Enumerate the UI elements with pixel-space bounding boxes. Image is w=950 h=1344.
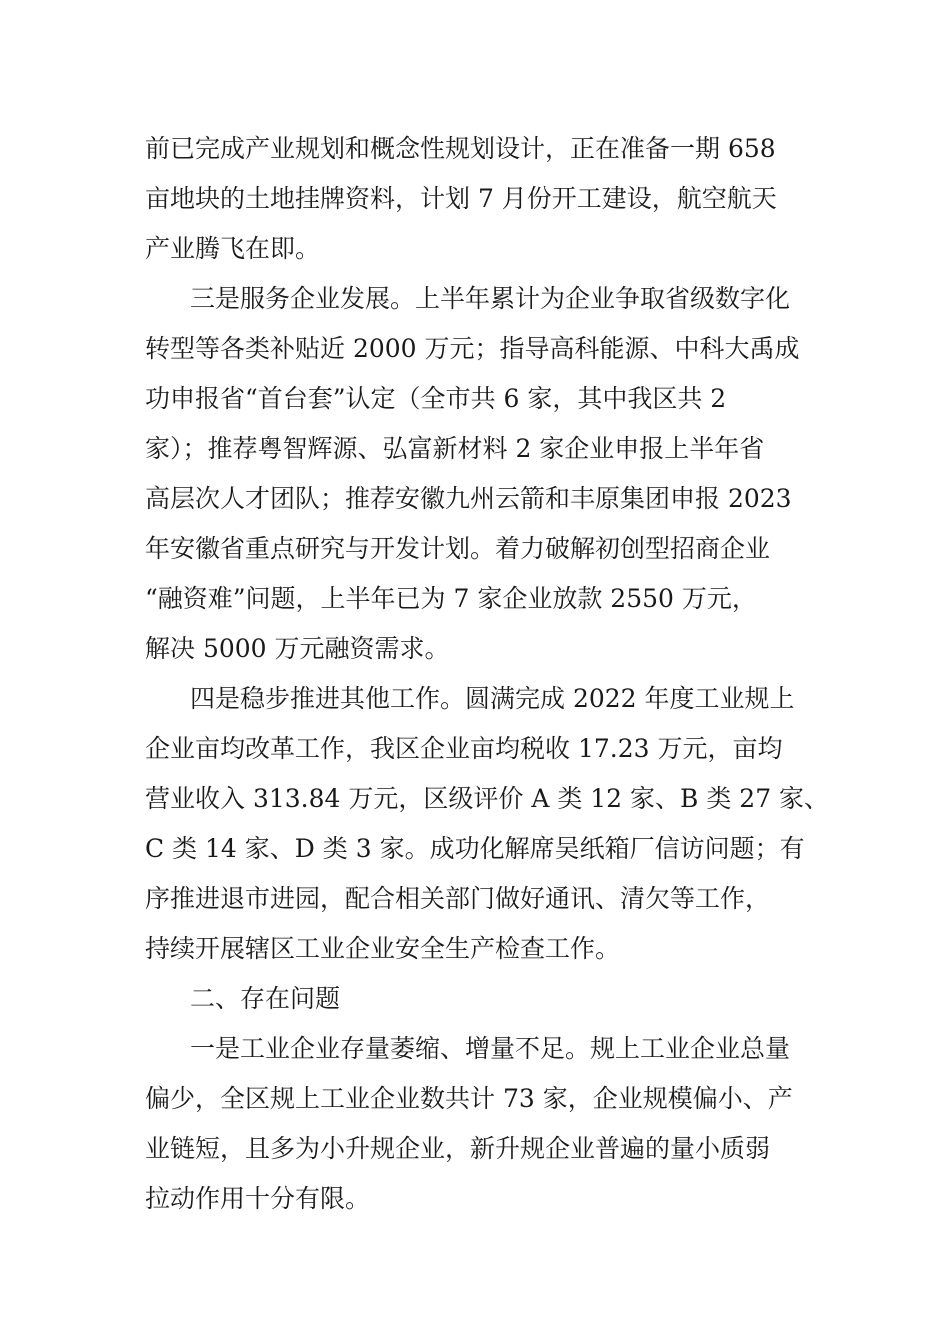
paragraph-line: 产业腾飞在即。 bbox=[145, 234, 321, 263]
paragraph-line: 持续开展辖区工业企业安全生产检查工作。 bbox=[145, 934, 621, 963]
paragraph-line: 年安徽省重点研究与开发计划。着力破解初创型招商企业 bbox=[145, 534, 771, 563]
paragraph-line: 家）；推荐粤智辉源、弘富新材料 2 家企业申报上半年省 bbox=[145, 434, 765, 463]
paragraph-line: 业链短，且多为小升规企业，新升规企业普遍的量小质弱 bbox=[145, 1134, 771, 1163]
paragraph-line: “融资难”问题，上半年已为 7 家企业放款 2550 万元， bbox=[145, 584, 757, 613]
paragraph-line: 功申报省“首台套”认定（全市共 6 家，其中我区共 2 bbox=[145, 384, 727, 413]
paragraph-line: 解决 5000 万元融资需求。 bbox=[145, 634, 450, 663]
paragraph-line: 偏少，全区规上工业企业数共计 73 家，企业规模偏小、产 bbox=[145, 1084, 793, 1113]
paragraph-line: 营业收入 313.84 万元，区级评价 A 类 12 家、B 类 27 家、 bbox=[145, 784, 830, 813]
paragraph-line: 一是工业企业存量萎缩、增量不足。规上工业企业总量 bbox=[190, 1034, 791, 1063]
paragraph-line: 转型等各类补贴近 2000 万元；指导高科能源、中科大禹成 bbox=[145, 334, 800, 363]
paragraph-line: 序推进退市进园，配合相关部门做好通讯、清欠等工作， bbox=[145, 884, 771, 913]
section-heading: 二、存在问题 bbox=[190, 984, 341, 1013]
paragraph-line: 前已完成产业规划和概念性规划设计，正在准备一期 658 bbox=[145, 134, 776, 163]
paragraph-line: 拉动作用十分有限。 bbox=[145, 1184, 371, 1213]
paragraph-line: 企业亩均改革工作，我区企业亩均税收 17.23 万元，亩均 bbox=[145, 734, 783, 763]
paragraph-line: 亩地块的土地挂牌资料，计划 7 月份开工建设，航空航天 bbox=[145, 184, 777, 213]
paragraph-line: 三是服务企业发展。上半年累计为企业争取省级数字化 bbox=[190, 284, 791, 313]
paragraph-line: 四是稳步推进其他工作。圆满完成 2022 年度工业规上 bbox=[190, 684, 795, 713]
paragraph-line: C 类 14 家、D 类 3 家。成功化解席吴纸箱厂信访问题；有 bbox=[145, 834, 805, 863]
paragraph-line: 高层次人才团队；推荐安徽九州云箭和丰原集团申报 2023 bbox=[145, 484, 792, 513]
